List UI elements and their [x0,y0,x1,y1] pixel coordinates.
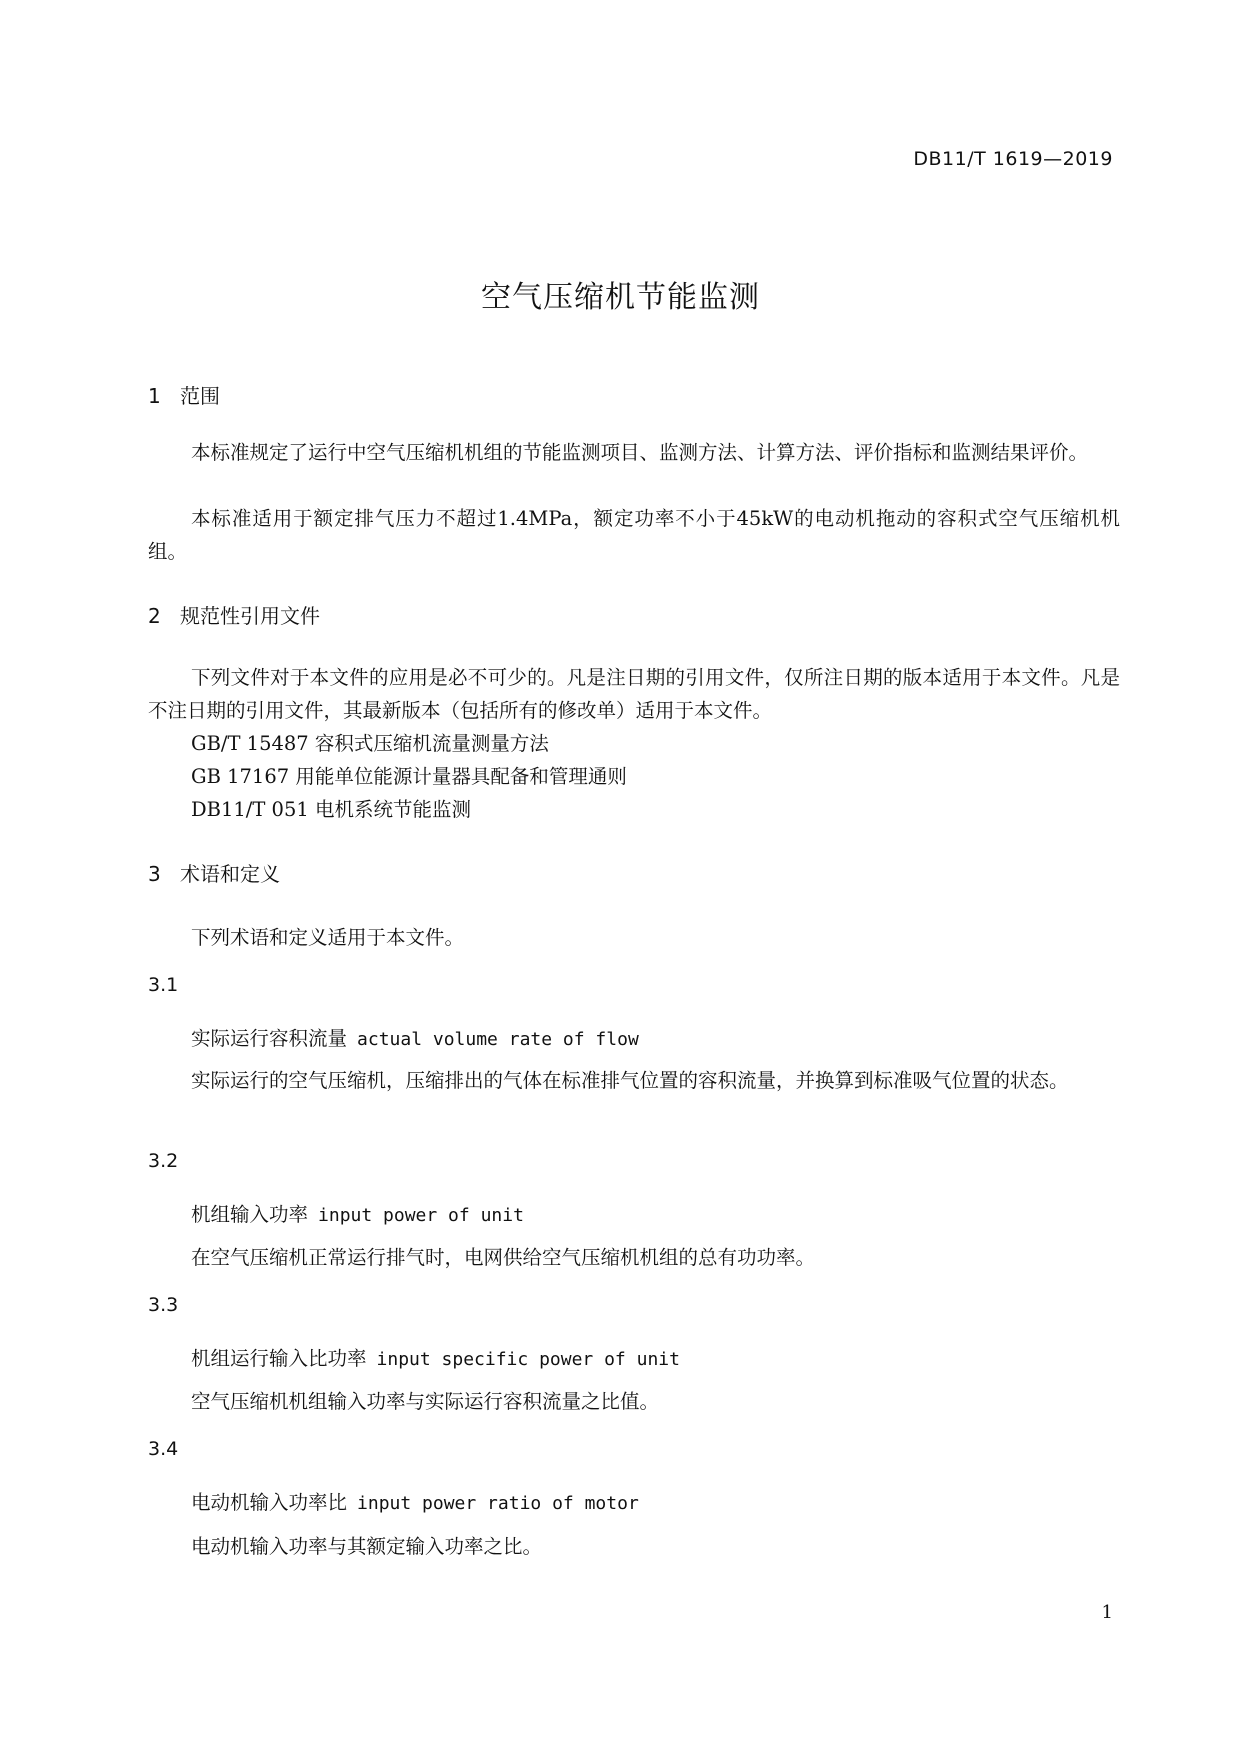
clause-number: 3.2 [148,1150,179,1172]
term-entry [191,1487,639,1515]
section-number: 1 [148,384,161,408]
page-number: 1 [1101,1602,1113,1623]
section-intro: 下列术语和定义适用于本文件。 [191,926,465,949]
term-definition: 在空气压缩机正常运行排气时，电网供给空气压缩机机组的总有功功率。 [191,1246,816,1269]
document-title: 空气压缩机节能监测 [481,280,760,315]
reference-item: GB/T 15487 容积式压缩机流量测量方法 [191,732,549,755]
section-heading-1 [148,380,220,409]
reference-item: DB11/T 051 电机系统节能监测 [191,798,471,821]
term-entry [191,1199,524,1227]
term-chinese: 机组运行输入比功率 [191,1347,367,1370]
term-chinese: 机组输入功率 [191,1203,309,1226]
reference-item: GB 17167 用能单位能源计量器具配备和管理通则 [191,765,627,788]
section-title: 规范性引用文件 [180,604,320,628]
term-chinese: 实际运行容积流量 [191,1027,348,1050]
standard-code: DB11/T 1619—2019 [913,148,1113,170]
section-number: 2 [148,604,161,628]
term-chinese: 电动机输入功率比 [191,1491,348,1514]
section-heading-3 [148,858,280,887]
section-title: 术语和定义 [180,862,280,886]
section-heading-2 [148,600,320,629]
section-title: 范围 [180,384,220,408]
clause-number: 3.4 [148,1438,179,1460]
paragraph: 本标准规定了运行中空气压缩机机组的节能监测项目、监测方法、计算方法、评价指标和监测结果评价。 [191,441,1089,464]
term-definition: 实际运行的空气压缩机，压缩排出的气体在标准排气位置的容积流量，并换算到标准吸气位置的状态。 [191,1069,1069,1092]
paragraph: 下列文件对于本文件的应用是必不可少的。凡是注日期的引用文件，仅所注日期的版本适用于本文件。凡是不注日期的引用文件，其最新版本（包括所有的修改单）适用于本文件。 [148,666,1120,722]
term-entry [191,1343,680,1371]
term-english: actual volume rate of flow [357,1029,639,1050]
term-english: input power ratio of motor [357,1493,639,1514]
term-entry [191,1023,639,1051]
paragraph: 本标准适用于额定排气压力不超过1.4MPa，额定功率不小于45kW的电动机拖动的容积式空气压缩机机组。 [148,507,1120,563]
term-english: input specific power of unit [376,1349,680,1370]
clause-number: 3.3 [148,1294,179,1316]
section-number: 3 [148,862,161,886]
term-definition: 电动机输入功率与其额定输入功率之比。 [191,1535,543,1558]
term-definition: 空气压缩机机组输入功率与实际运行容积流量之比值。 [191,1390,660,1413]
term-english: input power of unit [318,1205,524,1226]
clause-number: 3.1 [148,974,179,996]
